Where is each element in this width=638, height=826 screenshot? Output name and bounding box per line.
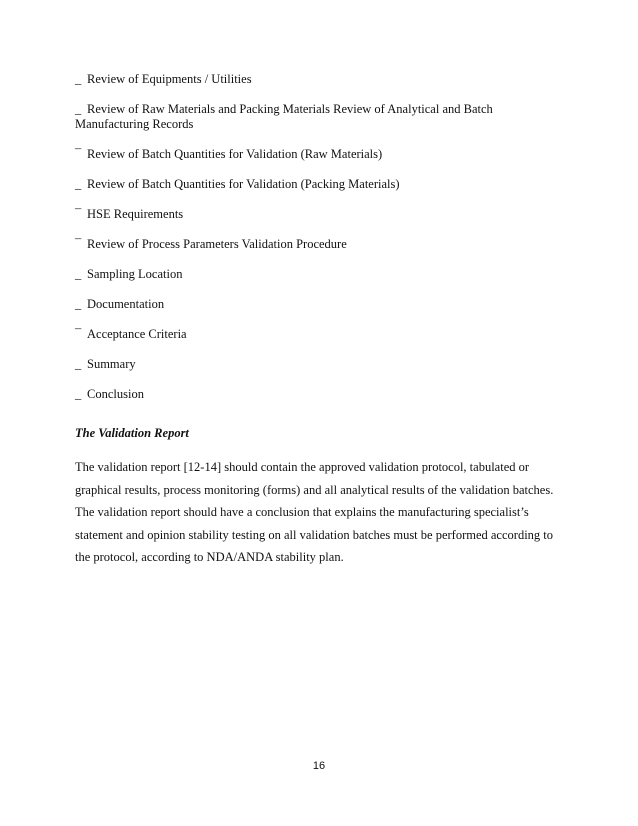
- paragraph-line: graphical results, process monitoring (forms) and all analytical results of the validation batches.: [75, 482, 554, 497]
- list-marker: ¯: [75, 237, 82, 251]
- list-item: [75, 297, 555, 312]
- list-item: [75, 72, 555, 87]
- list-marker: _: [75, 102, 82, 116]
- list-item-text: Conclusion: [87, 387, 144, 401]
- list-item-text: Review of Batch Quantities for Validation (Raw Materials): [87, 147, 383, 161]
- paragraph-line: The validation report [12-14] should contain the approved validation protocol, tabulated or: [75, 460, 530, 474]
- list-marker: _: [75, 357, 82, 371]
- list-item-text: Review of Raw Materials and Packing Materials Review of Analytical and Batch: [87, 102, 493, 116]
- list-marker: _: [75, 267, 82, 281]
- checklist: [75, 72, 555, 417]
- paragraph-line: statement and opinion stability testing on all validation batches must be performed according to: [75, 527, 554, 542]
- list-item: [75, 387, 555, 402]
- list-item: [75, 147, 555, 162]
- list-item: [75, 177, 555, 192]
- list-marker: ¯: [75, 147, 82, 161]
- list-item: [75, 102, 555, 132]
- section-heading: The Validation Report: [75, 426, 189, 440]
- paragraph-line: The validation report should have a conclusion that explains the manufacturing specialist’s: [75, 505, 529, 519]
- list-item-text: Review of Batch Quantities for Validation (Packing Materials): [87, 177, 400, 191]
- list-marker: _: [75, 297, 82, 311]
- list-item-text: Review of Equipments / Utilities: [87, 72, 252, 86]
- list-item-text: Sampling Location: [87, 267, 183, 281]
- list-item: [75, 357, 555, 372]
- list-marker: _: [75, 387, 82, 401]
- list-item-text: Documentation: [87, 297, 165, 311]
- section-paragraph: [75, 456, 565, 569]
- list-marker: _: [75, 177, 82, 191]
- paragraph-line: the protocol, according to NDA/ANDA stability plan.: [75, 550, 344, 564]
- list-item-text: Review of Process Parameters Validation Procedure: [87, 237, 347, 251]
- list-item: [75, 327, 555, 342]
- list-item: [75, 207, 555, 222]
- list-item: [75, 267, 555, 282]
- list-marker: _: [75, 72, 82, 86]
- list-item-text: Acceptance Criteria: [87, 327, 187, 341]
- list-item-text: HSE Requirements: [87, 207, 184, 221]
- list-item: [75, 237, 555, 252]
- list-marker: ¯: [75, 207, 82, 221]
- page-number: 16: [312, 760, 326, 772]
- list-item-text: Summary: [87, 357, 136, 371]
- list-marker: ¯: [75, 327, 82, 341]
- list-item-continuation: Manufacturing Records: [75, 117, 194, 131]
